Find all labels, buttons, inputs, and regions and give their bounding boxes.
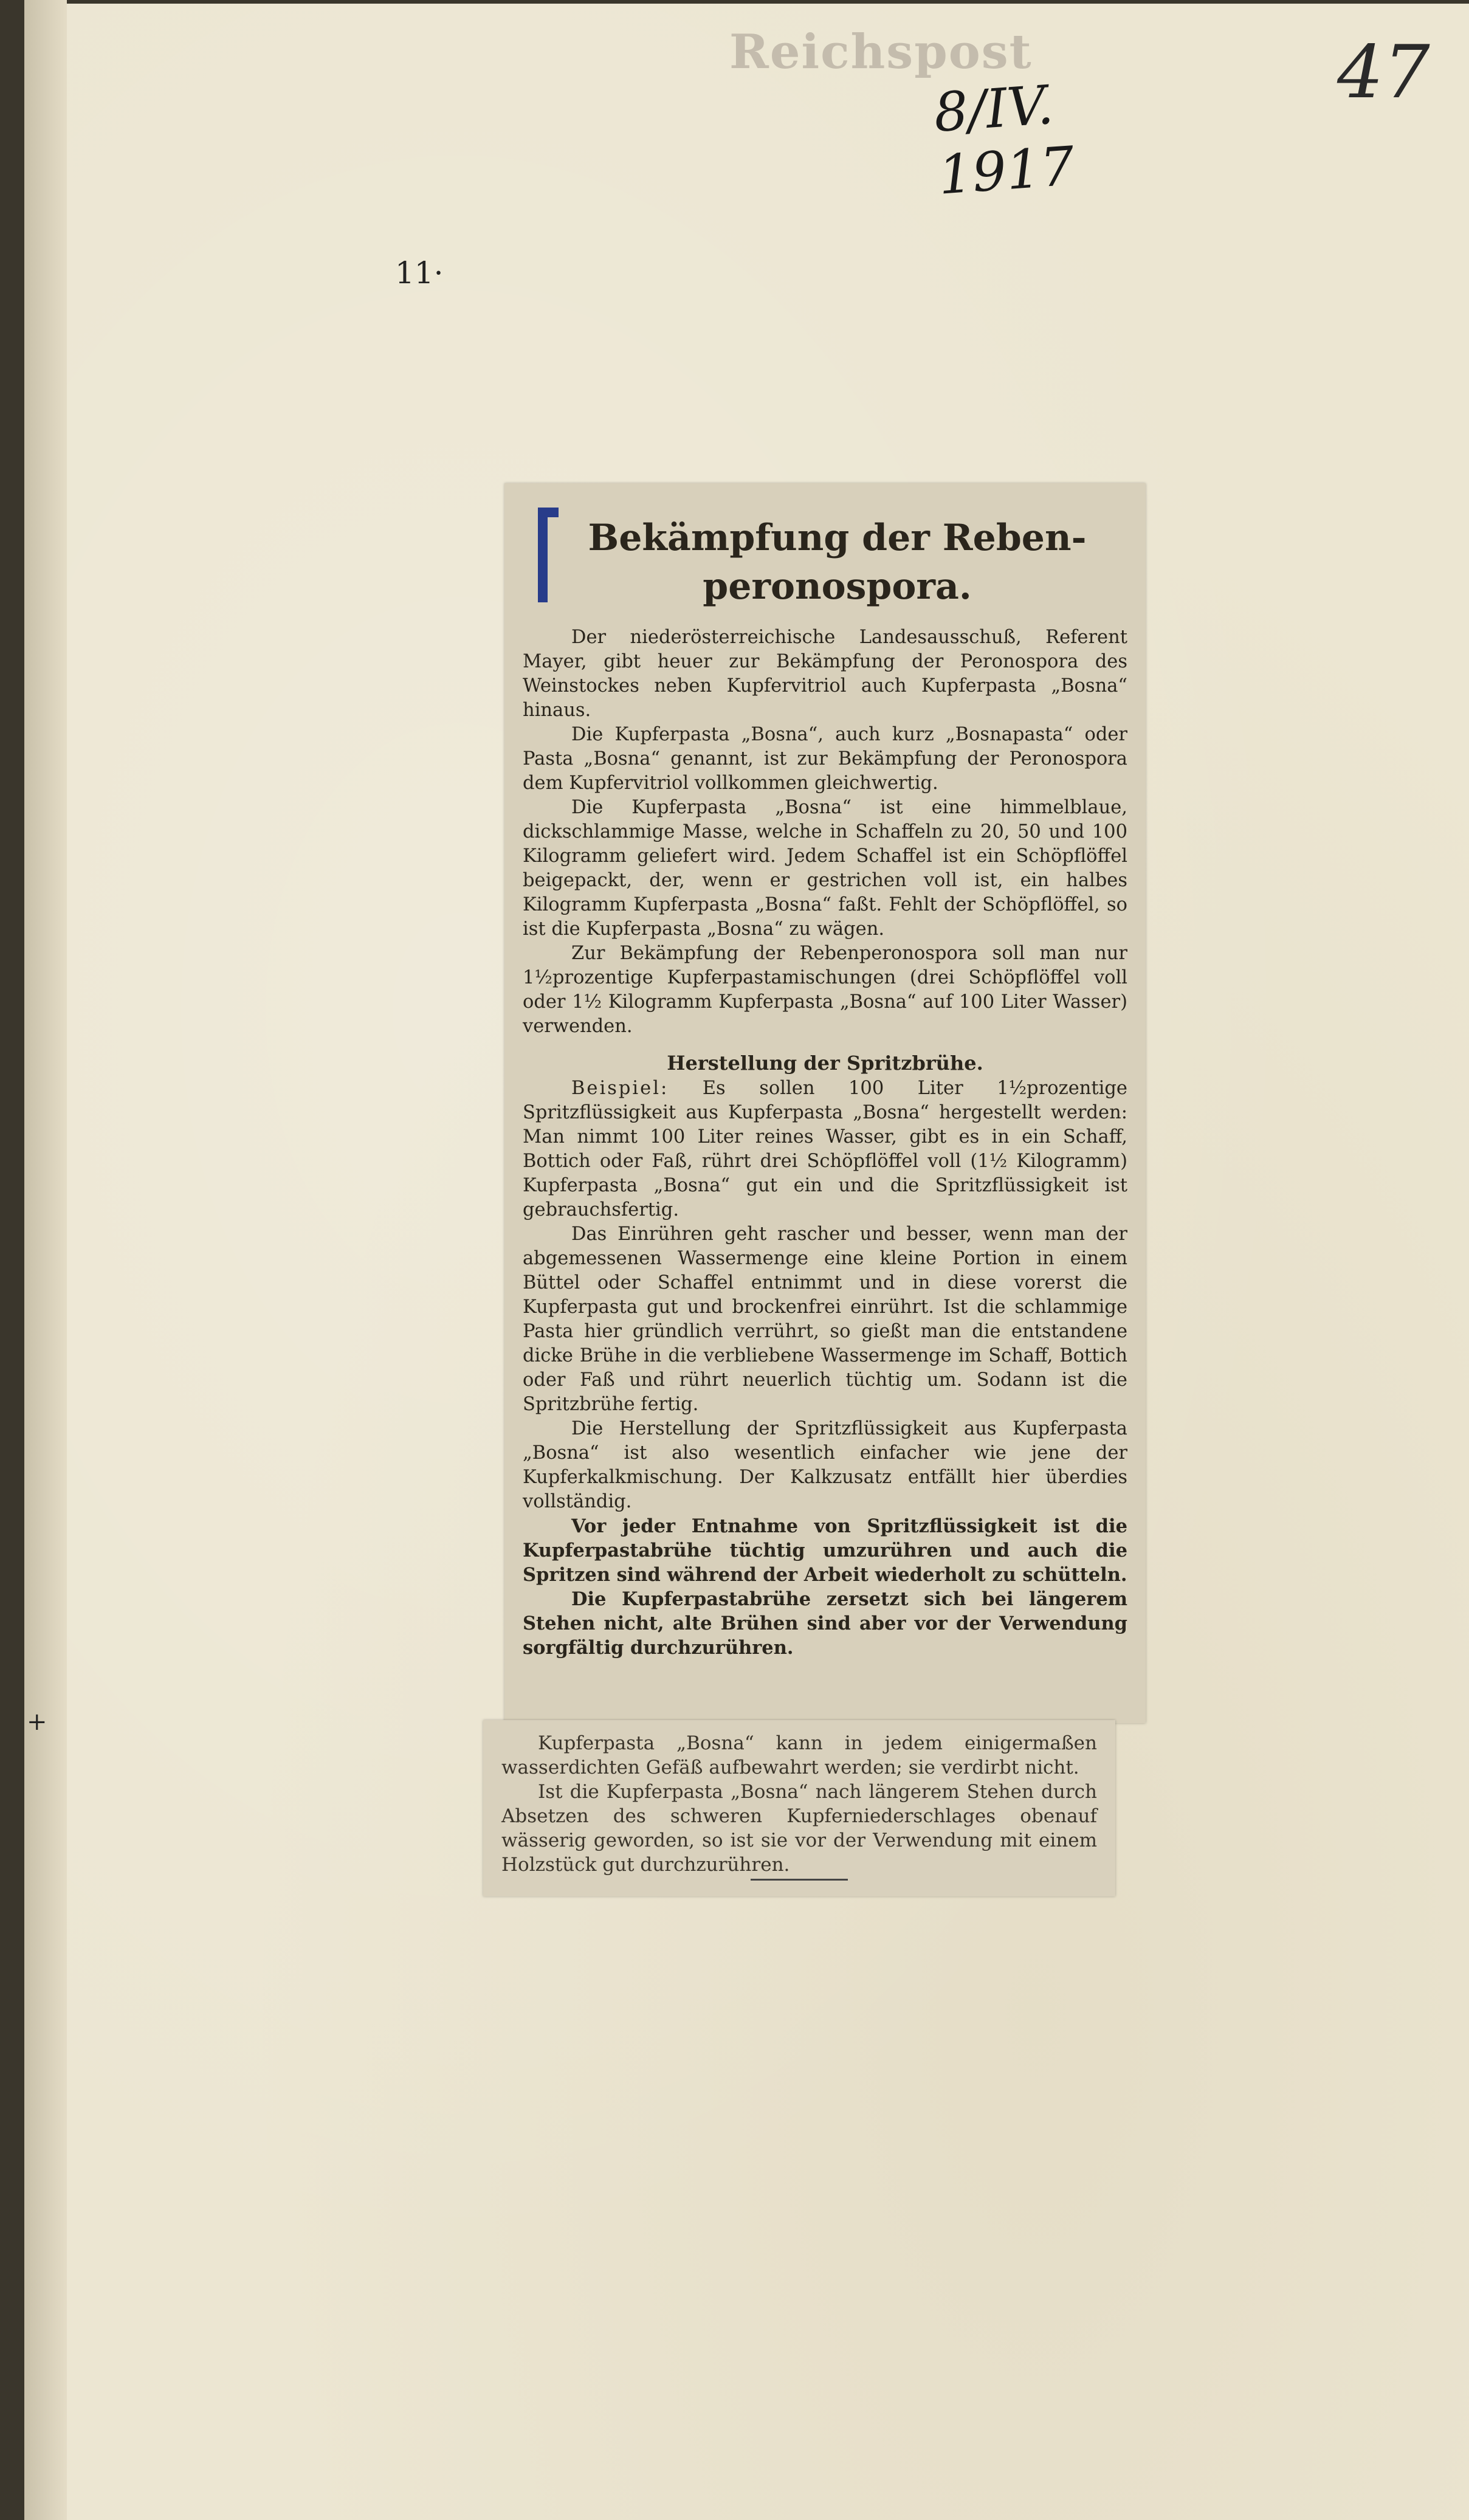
article-bold-paragraph: Die Kupferpastabrühe zersetzt sich bei längerem Stehen nicht, alte Brühen sind aber vor der Verwendung sorgfältig durchzurühren. [523,1588,1127,1659]
newspaper-clipping [504,483,1146,1723]
example-paragraph [523,1076,1127,1222]
article-bold-paragraph: Vor jeder Entnahme von Spritzflüssigkeit ist die Kupferpastabrühe tüchtig umzurühren und auch die Spritzen sind während der Arbeit wiederholt zu schütteln. [523,1515,1127,1586]
note-paragraph: Ist die Kupferpasta „Bosna“ nach längerem Stehen durch Absetzen des schweren Kupferniederschlages obenauf wässerig geworden, so ist sie vor der Verwendung mit einem Holzstück gut durchzurühren. [501,1781,1097,1876]
article-subheading: Herstellung der Spritzbrühe. [667,1052,983,1075]
article-paragraph: Die Kupferpasta „Bosna“, auch kurz „Bosnapasta“ oder Pasta „Bosna“ genannt, ist zur Bekämpfung der Peronospora dem Kupfervitriol vollkommen gleichwertig. [523,724,1127,794]
article-title: Bekämpfung der Reben-peronospora. [588,517,1087,608]
sheet-left-edge [24,0,67,2520]
side-tick: + [27,1708,47,1736]
margin-mark: 11· [395,255,444,291]
end-rule [751,1879,848,1881]
article-paragraph: Der niederösterreichische Landesausschuß, Referent Mayer, gibt heuer zur Bekämpfung der Peronospora des Weinstockes neben Kupfervitriol auch Kupferpasta „Bosna“ hinaus. [523,627,1127,721]
note-paragraph: Kupferpasta „Bosna“ kann in jedem einigermaßen wasserdichten Gefäß aufbewahrt werden; sie verdirbt nicht. [501,1732,1097,1778]
folio-number: 47 [1337,30,1430,115]
article-paragraph: Das Einrühren geht rascher und besser, wenn man der abgemessenen Wassermenge eine kleine Portion in einem Büttel oder Schaffel entnimmt und in diese vorerst die Kupferpasta gut und brockenfrei einrührt. Ist die schlammige Pasta hier gründlich verrührt, so gießt man die entstandene dicke Brühe in die verbliebene Wassermenge im Schaff, Bottich oder Faß und rührt neuerlich tüchtig um. Sodann ist die Spritzbrühe fertig. [523,1224,1127,1415]
article-paragraph: Zur Bekämpfung der Rebenperonospora soll man nur 1½prozentige Kupferpastamischungen (drei Schöpflöffel voll oder 1½ Kilogramm Kupferpasta „Bosna“ auf 100 Liter Wasser) verwenden. [523,943,1127,1037]
newspaper-stamp: Reichspost [729,24,1033,80]
article-paragraph: Die Kupferpasta „Bosna“ ist eine himmelblaue, dickschlammige Masse, welche in Schaffeln zu 20, 50 und 100 Kilogramm geliefert wird. Jedem Schaffel ist ein Schöpflöffel beigepackt, der, wenn er gestrichen voll ist, ein halbes Kilogramm Kupferpasta „Bosna“ faßt. Fehlt der Schöpflöffel, so ist die Kupferpasta „Bosna“ zu wägen. [523,797,1127,940]
blue-pencil-bracket [538,508,559,602]
example-text: Es sollen 100 Liter 1½prozentige Spritzflüssigkeit aus Kupferpasta „Bosna“ hergestellt werden: Man nimmt 100 Liter reines Wasser, gibt es in ein Schaff, Bottich oder Faß, rührt drei Schöpflöffel voll (1½ Kilogramm) Kupferpasta „Bosna“ gut ein und die Spritzflüssigkeit ist gebrauchsfertig. [523,1078,1127,1220]
article-paragraph: Die Herstellung der Spritzflüssigkeit aus Kupferpasta „Bosna“ ist also wesentlich einfacher wie jene der Kupferkalkmischung. Der Kalkzusatz entfällt hier überdies vollständig. [523,1418,1127,1512]
handwritten-date: 8/IV. 1917 [932,73,1077,207]
newspaper-clipping-note [483,1720,1115,1896]
example-label: Beispiel: [571,1078,669,1099]
